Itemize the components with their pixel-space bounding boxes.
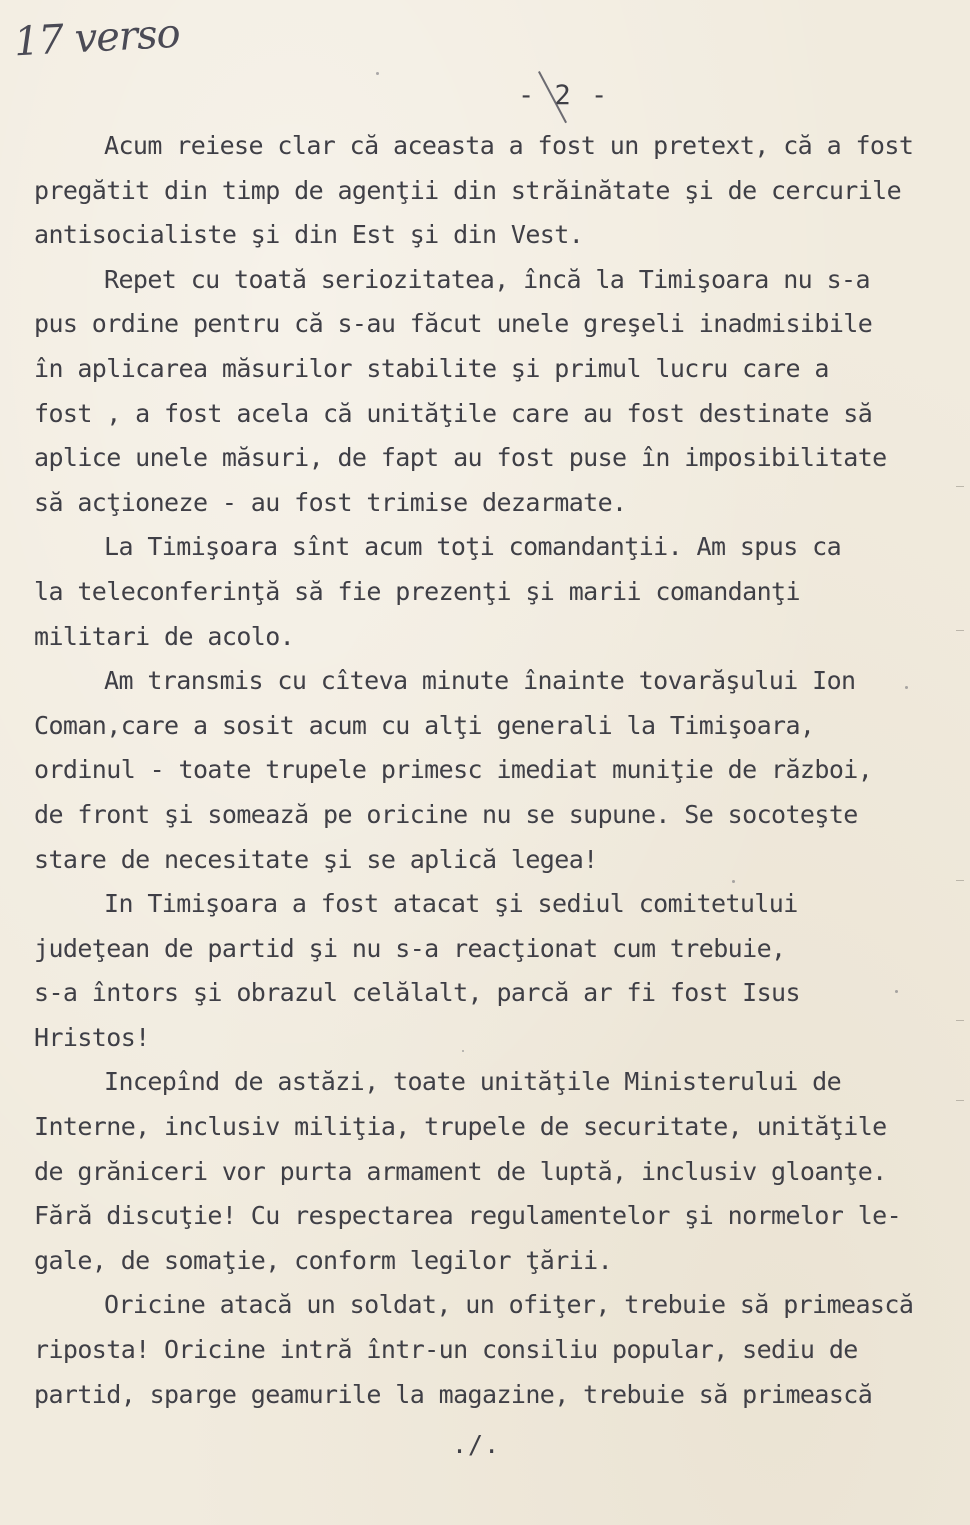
text-line: riposta! Oricine intră într-un consiliu popular, sediu de xyxy=(34,1335,858,1365)
paper-edge-mark xyxy=(956,880,964,881)
text-line: gale, de somaţie, conform legilor ţării. xyxy=(34,1245,613,1275)
text-line: pus ordine pentru că s-au făcut unele greşeli inadmisibile xyxy=(34,309,873,339)
text-line: La Timişoara sînt acum toţi comandanţii. Am spus ca xyxy=(104,532,842,562)
text-line: Fără discuţie! Cu respectarea regulamentelor şi normelor le- xyxy=(34,1201,902,1231)
text-line: Coman,care a sosit acum cu alţi generali la Timişoara, xyxy=(34,710,815,740)
text-line: de grăniceri vor purta armament de luptă, inclusiv gloanţe. xyxy=(34,1156,887,1186)
page-number: - 2 - xyxy=(518,80,610,111)
paper-speck xyxy=(732,880,735,883)
text-line: Oricine atacă un soldat, un ofiţer, trebuie să primească xyxy=(104,1290,914,1320)
text-line: stare de necesitate şi se aplică legea! xyxy=(34,844,598,874)
paper-edge-mark xyxy=(956,486,964,487)
text-line: militari de acolo. xyxy=(34,621,295,651)
typed-body-text xyxy=(34,124,934,1417)
text-line: Am transmis cu cîteva minute înainte tovarăşului Ion xyxy=(104,666,856,696)
text-line: partid, sparge geamurile la magazine, trebuie să primească xyxy=(34,1379,873,1409)
continuation-mark: ./. xyxy=(452,1430,501,1459)
text-line: s-a întors şi obrazul celălalt, parcă ar fi fost Isus xyxy=(34,978,800,1008)
text-line: aplice unele măsuri, de fapt au fost puse în imposibilitate xyxy=(34,443,887,473)
paper-speck xyxy=(376,72,379,75)
paper-speck xyxy=(462,1050,464,1052)
text-line: de front şi somează pe oricine nu se supune. Se socoteşte xyxy=(34,799,858,829)
text-line: antisocialiste şi din Est şi din Vest. xyxy=(34,220,584,250)
text-line: judeţean de partid şi nu s-a reacţionat cum trebuie, xyxy=(34,933,786,963)
paper-edge-mark xyxy=(956,630,964,631)
text-line: Incepînd de astăzi, toate unităţile Ministerului de xyxy=(104,1067,842,1097)
text-line: la teleconferinţă să fie prezenţi şi marii comandanţi xyxy=(34,576,800,606)
paper-speck xyxy=(895,990,898,993)
text-line: în aplicarea măsurilor stabilite şi primul lucru care a xyxy=(34,353,829,383)
text-line: Interne, inclusiv miliţia, trupele de securitate, unităţile xyxy=(34,1112,887,1142)
paper-speck xyxy=(905,686,908,689)
handwritten-page-annotation: 17 verso xyxy=(12,10,181,66)
paper-edge-mark xyxy=(956,1100,964,1101)
text-line: pregătit din timp de agenţii din străinătate şi de cercurile xyxy=(34,175,902,205)
text-line: Repet cu toată seriozitatea, încă la Timişoara nu s-a xyxy=(104,264,870,294)
paper-edge-mark xyxy=(956,1020,964,1021)
text-line: Acum reiese clar că aceasta a fost un pretext, că a fost xyxy=(104,131,914,160)
text-line: In Timişoara a fost atacat şi sediul comitetului xyxy=(104,889,798,919)
text-line: să acţioneze - au fost trimise dezarmate. xyxy=(34,487,627,517)
text-line: Hristos! xyxy=(34,1022,150,1052)
text-line: ordinul - toate trupele primesc imediat muniţie de război, xyxy=(34,755,873,785)
text-line: fost , a fost acela că unităţile care au fost destinate să xyxy=(34,398,873,428)
